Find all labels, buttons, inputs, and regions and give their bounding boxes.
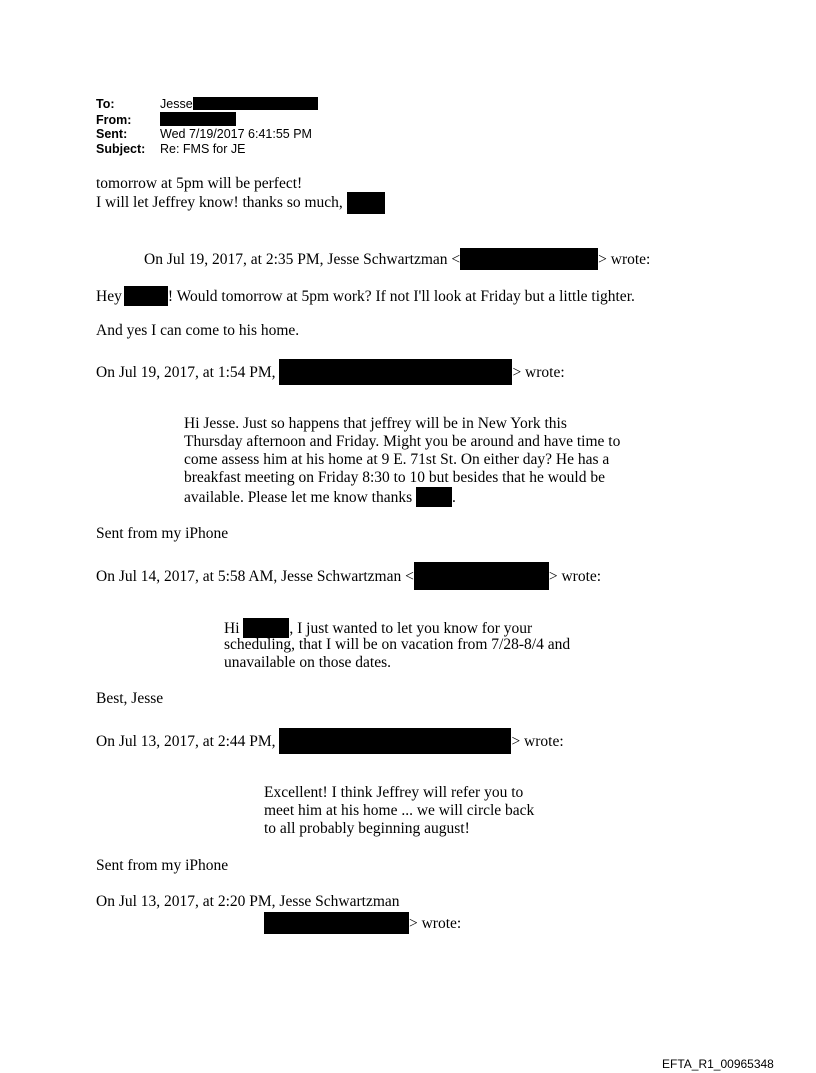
quoted-line: Hi Jesse. Just so happens that jeffrey will be in New York this: [184, 415, 567, 432]
body-line: I will let Jeffrey know! thanks so much,: [96, 192, 385, 214]
to-label: To:: [96, 97, 115, 111]
redaction-block: [124, 286, 168, 306]
document-id: EFTA_R1_00965348: [662, 1057, 774, 1071]
signature-line: Sent from my iPhone: [96, 857, 229, 874]
body-line: And yes I can come to his home.: [96, 322, 300, 339]
sent-value: Wed 7/19/2017 6:41:55 PM: [160, 127, 312, 141]
body-line: tomorrow at 5pm will be perfect!: [96, 175, 303, 192]
redaction-block: [279, 359, 512, 385]
quoted-line: come assess him at his home at 9 E. 71st St. On either day? He has a: [184, 451, 610, 468]
sent-label: Sent:: [96, 127, 128, 141]
redaction-block: [243, 618, 289, 638]
quote-header: On Jul 13, 2017, at 2:44 PM, > wrote:: [96, 728, 564, 754]
quote-header: On Jul 19, 2017, at 1:54 PM, > wrote:: [96, 359, 565, 385]
quoted-line: breakfast meeting on Friday 8:30 to 10 but besides that he would be: [184, 469, 605, 486]
quote-header: On Jul 14, 2017, at 5:58 AM, Jesse Schwartzman < > wrote:: [96, 562, 601, 590]
quote-header: On Jul 19, 2017, at 2:35 PM, Jesse Schwartzman < > wrote:: [144, 248, 650, 270]
from-label: From:: [96, 113, 132, 127]
redaction-block: [460, 248, 598, 270]
redaction-block: [264, 912, 409, 934]
signature-line: Best, Jesse: [96, 690, 164, 707]
sent-row: [96, 127, 312, 141]
redaction-block: [347, 192, 385, 214]
quoted-line: to all probably beginning august!: [264, 820, 470, 837]
subject-row: [96, 142, 245, 156]
redaction-block: [414, 562, 549, 590]
redaction-block: [279, 728, 511, 754]
signature-line: Sent from my iPhone: [96, 525, 229, 542]
redaction-block: [193, 97, 318, 110]
quoted-line: Hi , I just wanted to let you know for your: [224, 620, 533, 637]
body-line: Hey ! Would tomorrow at 5pm work? If not I'll look at Friday but a little tighter.: [96, 288, 635, 305]
quoted-line: available. Please let me know thanks .: [184, 489, 456, 506]
quoted-line: meet him at his home ... we will circle back: [264, 802, 535, 819]
subject-label: Subject:: [96, 142, 146, 156]
quoted-line: Thursday afternoon and Friday. Might you be around and have time to: [184, 433, 621, 450]
quoted-line: scheduling, that I will be on vacation from 7/28-8/4 and: [224, 636, 571, 653]
redaction-block: [416, 487, 452, 507]
from-row: [96, 112, 236, 127]
quoted-line: unavailable on those dates.: [224, 654, 392, 671]
quote-header: On Jul 13, 2017, at 2:20 PM, Jesse Schwartzman: [96, 893, 400, 910]
to-row: [96, 97, 318, 111]
quote-header-cont: > wrote:: [264, 912, 461, 934]
to-value: Jesse: [160, 97, 193, 111]
redaction-block: [160, 112, 236, 126]
quoted-line: Excellent! I think Jeffrey will refer you to: [264, 784, 524, 801]
subject-value: Re: FMS for JE: [160, 142, 246, 156]
